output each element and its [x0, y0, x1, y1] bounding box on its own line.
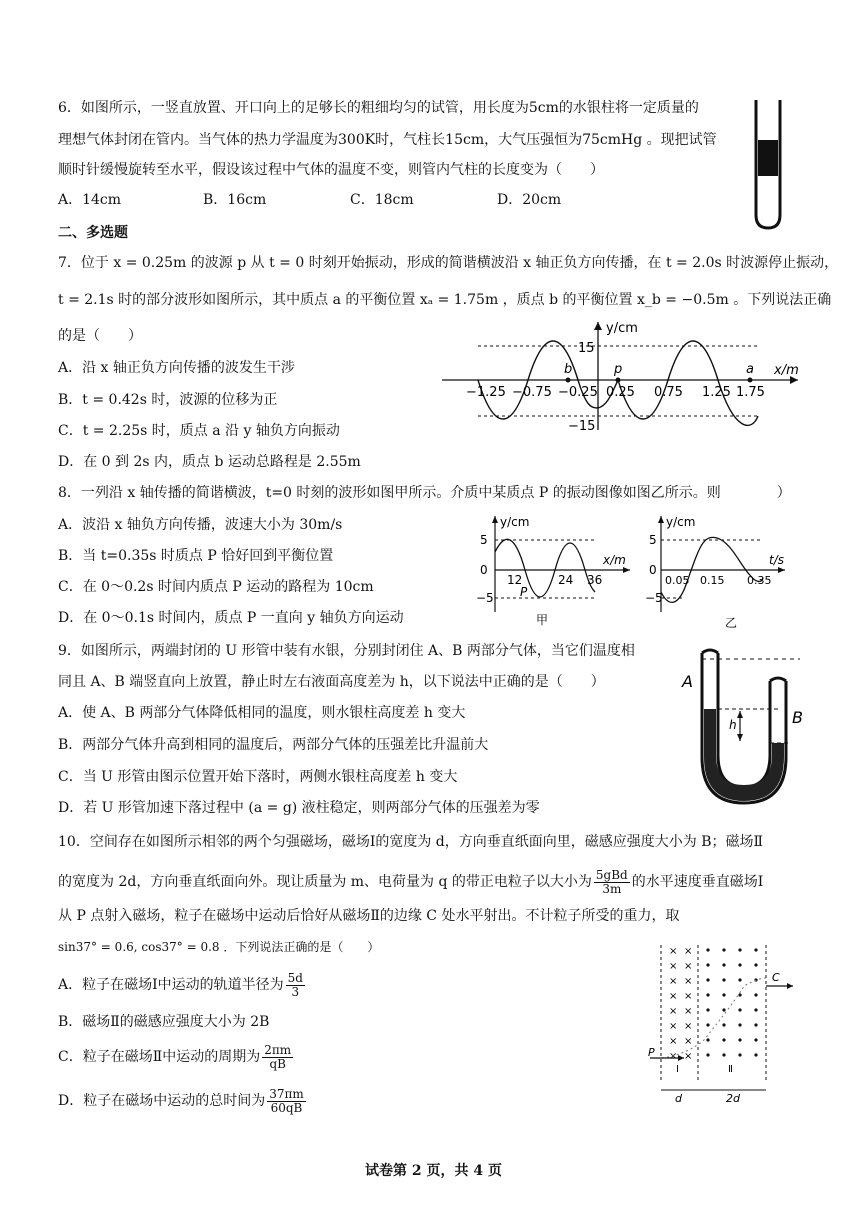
cross-marker: ×	[684, 976, 693, 987]
dot-marker	[706, 948, 709, 951]
q6-stem-line3: 顺时针缓慢旋转至水平，假设该过程中气体的温度不变，则管内气柱的长度变为（ ）	[58, 162, 604, 178]
dot-marker	[738, 963, 741, 966]
q10-speed-fraction	[594, 869, 630, 896]
cross-marker: ×	[669, 991, 678, 1002]
dot-marker	[706, 993, 709, 996]
q7-stem-line1: 7．位于 x = 0.25m 的波源 p 从 t = 0 时刻开始振动，形成的简谐横波沿 x 轴正负方向传播，在 t = 2.0s 时波源停止振动，	[58, 255, 839, 271]
cross-marker: ×	[684, 1021, 693, 1032]
point-b-label: b	[564, 362, 573, 377]
opt-a-num: 5d	[287, 970, 303, 985]
q9-option-b: B．两部分气体升高到相同的温度后，两部分气体的压强差比升温前大	[58, 737, 489, 753]
q10-option-c	[58, 1042, 295, 1072]
dot-marker	[754, 1023, 757, 1026]
wave-right	[598, 341, 758, 425]
cross-marker: ×	[669, 946, 678, 957]
q9-option-d: D．若 U 形管加速下落过程中 (a = g) 液柱稳定，则两部分气体的压强差为零	[58, 800, 540, 816]
dot-marker	[754, 1038, 757, 1041]
opt-c-num: 2πm	[264, 1042, 292, 1057]
q8-graph-jia	[470, 512, 640, 627]
q8-option-b: B．当 t=0.35s 时质点 P 恰好回到平衡位置	[58, 548, 334, 564]
jia-point-p: P	[520, 585, 528, 599]
dot-marker	[738, 1038, 741, 1041]
yi-ylabel: y/cm	[666, 515, 696, 529]
label-c: C	[772, 971, 780, 984]
dot-marker	[738, 993, 741, 996]
page-footer: 试卷第 2 页，共 4 页	[365, 1163, 502, 1179]
dot-marker	[738, 1008, 741, 1011]
q7-stem-line3: 的是（ ）	[58, 328, 142, 344]
q8-stem-line1: 8．一列沿 x 轴传播的简谐横波，t=0 时刻的波形如图甲所示。介质中某质点 P 的振动图像如图乙所示。则 ）	[58, 485, 791, 501]
y-tick-15: 15	[578, 341, 595, 356]
opt-a-den: 3	[291, 984, 300, 999]
mercury-column	[758, 140, 778, 176]
x-tick-1: −1.25	[466, 385, 506, 400]
jia-xtick-12: 12	[507, 573, 523, 587]
q10-stem-line2	[58, 868, 763, 896]
field-region-1-crosses	[669, 946, 692, 1062]
q8-graph-yi	[645, 512, 795, 630]
dot-marker	[706, 1008, 709, 1011]
point-p-label: p	[614, 362, 623, 377]
dot-marker	[706, 1038, 709, 1041]
dot-marker	[738, 978, 741, 981]
q10-option-a-fraction	[286, 972, 305, 999]
jia-ytick-neg5: −5	[476, 591, 494, 605]
x-tick-2: −0.75	[512, 385, 552, 400]
jia-ytick-5: 5	[480, 533, 488, 547]
cross-marker: ×	[684, 961, 693, 972]
dot-marker	[722, 963, 725, 966]
dot-marker	[722, 978, 725, 981]
cross-marker: ×	[669, 961, 678, 972]
jia-xtick-24: 24	[558, 573, 574, 587]
dot-marker	[754, 963, 757, 966]
jia-caption: 甲	[536, 613, 549, 627]
label-b: B	[792, 708, 803, 727]
yi-xtick-015: 0.15	[700, 574, 725, 587]
q7-wave-graph	[438, 318, 808, 438]
yi-caption: 乙	[725, 616, 738, 630]
q7-option-d: D．在 0 到 2s 内，质点 b 运动总路程是 2.55m	[58, 454, 361, 470]
dot-marker	[754, 1053, 757, 1056]
dot-marker	[706, 1053, 709, 1056]
cross-marker: ×	[669, 1021, 678, 1032]
dot-marker	[706, 1023, 709, 1026]
q10-line2-text-a: 的宽度为 2d，方向垂直纸面向外。现让质量为 m、电荷量为 q 的带正电粒子以大小为	[58, 874, 592, 890]
magnetic-field-figure	[648, 940, 798, 1105]
yi-ytick-neg5: −5	[645, 591, 663, 605]
q7-stem-line2: t = 2.1s 时的部分波形如图所示，其中质点 a 的平衡位置 xₐ = 1.75m ，质点 b 的平衡位置 x_b = −0.5m 。下列说法正确	[58, 292, 832, 308]
q10-line2-text-b: 的水平速度垂直磁场Ⅰ	[631, 874, 764, 890]
cross-marker: ×	[669, 1036, 678, 1047]
label-h: h	[729, 718, 737, 732]
y-axis-label: y/cm	[606, 321, 638, 336]
dot-marker	[738, 948, 741, 951]
cross-marker: ×	[684, 1051, 693, 1062]
q10-option-d-text: D．粒子在磁场中运动的总时间为	[58, 1093, 266, 1109]
u-tube-figure	[680, 645, 810, 810]
yi-ytick-0: 0	[649, 563, 657, 577]
jia-ytick-0: 0	[480, 563, 488, 577]
q9-stem-line2: 同且 A、B 端竖直向上放置，静止时左右液面高度差为 h，以下说法中正确的是（ ）	[58, 674, 605, 690]
dot-marker	[754, 948, 757, 951]
cross-marker: ×	[669, 1006, 678, 1017]
jia-ylabel: y/cm	[500, 515, 530, 529]
q6-option-b: B．16cm	[203, 192, 267, 208]
point-a-label: a	[746, 362, 754, 377]
q10-option-a	[58, 970, 307, 1000]
label-region-2: Ⅱ	[728, 1064, 733, 1075]
opt-c-den: qB	[269, 1056, 286, 1071]
dot-marker	[722, 948, 725, 951]
dot-marker	[722, 1023, 725, 1026]
q9-option-c: C．当 U 形管由图示位置开始下落时，两侧水银柱高度差 h 变大	[58, 769, 458, 785]
x-axis-label: x/m	[774, 363, 799, 378]
x-tick-3: −0.25	[558, 385, 598, 400]
mercury	[704, 709, 784, 801]
x-tick-4: 0.25	[606, 385, 635, 400]
label-width-d: d	[675, 1092, 682, 1105]
cross-marker: ×	[684, 946, 693, 957]
q10-option-a-text: A．粒子在磁场Ⅰ中运动的轨道半径为	[58, 977, 284, 993]
jia-xlabel: x/m	[603, 553, 626, 567]
yi-xtick-035: 0.35	[747, 574, 772, 587]
cross-marker: ×	[684, 991, 693, 1002]
dot-marker	[754, 1008, 757, 1011]
q10-option-d-fraction	[267, 1088, 306, 1115]
q6-option-a: A．14cm	[58, 192, 122, 208]
q6-stem-line2: 理想气体封闭在管内。当气体的热力学温度为300K时，气柱长15cm，大气压强恒为75cmHg 。现把试管	[58, 132, 717, 148]
dot-marker	[722, 993, 725, 996]
cross-marker: ×	[669, 1051, 678, 1062]
q6-option-d: D．20cm	[497, 192, 562, 208]
field-region-2-dots	[706, 948, 757, 1056]
dot-marker	[738, 1053, 741, 1056]
q8-option-c: C．在 0～0.2s 时间内质点 P 运动的路程为 10cm	[58, 579, 374, 595]
label-width-2d: 2d	[726, 1092, 740, 1105]
q7-option-c: C．t = 2.25s 时，质点 a 沿 y 轴负方向振动	[58, 423, 340, 439]
label-a: A	[682, 672, 693, 691]
yi-xlabel: t/s	[769, 553, 784, 567]
x-tick-6: 1.25	[702, 385, 731, 400]
label-p: P	[648, 1046, 655, 1059]
q8-option-d: D．在 0～0.1s 时间内，质点 P 一直向 y 轴负方向运动	[58, 610, 404, 626]
section-heading: 二、多选题	[58, 225, 128, 241]
y-tick-neg15: −15	[568, 419, 596, 434]
q10-option-d	[58, 1086, 308, 1116]
q6-stem-line1: 6．如图所示，一竖直放置、开口向上的足够长的粗细均匀的试管，用长度为5cm的水银柱将一定质量的	[58, 100, 699, 116]
dot-marker	[722, 1038, 725, 1041]
q7-option-a: A．沿 x 轴正负方向传播的波发生干涉	[58, 360, 295, 376]
yi-xtick-005: 0.05	[665, 574, 690, 587]
q10-option-b: B．磁场Ⅱ的磁感应强度大小为 2B	[58, 1014, 270, 1030]
q6-option-c: C．18cm	[350, 192, 414, 208]
q8-option-a: A．波沿 x 轴负方向传播，波速大小为 30m/s	[58, 517, 343, 533]
cross-marker: ×	[684, 1006, 693, 1017]
x-tick-5: 0.75	[654, 385, 683, 400]
x-tick-7: 1.75	[736, 385, 765, 400]
test-tube-figure	[748, 100, 788, 235]
opt-d-den: 60qB	[270, 1100, 303, 1115]
opt-d-num: 37πm	[269, 1086, 304, 1101]
q10-stem-line1: 10．空间存在如图所示相邻的两个匀强磁场，磁场Ⅰ的宽度为 d，方向垂直纸面向里，磁感应强度大小为 B；磁场Ⅱ	[58, 834, 764, 850]
q10-option-c-text: C．粒子在磁场Ⅱ中运动的周期为	[58, 1049, 261, 1065]
dot-marker	[754, 993, 757, 996]
dot-marker	[722, 1053, 725, 1056]
label-region-1: Ⅰ	[676, 1064, 679, 1075]
dot-marker	[706, 963, 709, 966]
cross-marker: ×	[684, 1036, 693, 1047]
q10-stem-line3: 从 P 点射入磁场，粒子在磁场中运动后恰好从磁场Ⅱ的边缘 C 处水平射出。不计粒子所受的重力，取	[58, 908, 680, 924]
dot-marker	[738, 1023, 741, 1026]
dot-marker	[706, 978, 709, 981]
q9-option-a: A．使 A、B 两部分气体降低相同的温度，则水银柱高度差 h 变大	[58, 705, 466, 721]
yi-ytick-5: 5	[649, 533, 657, 547]
jia-xtick-36: 36	[587, 573, 603, 587]
speed-frac-num: 5gBd	[595, 867, 628, 882]
q10-option-c-fraction	[262, 1044, 293, 1071]
q9-stem-line1: 9．如图所示，两端封闭的 U 形管中装有水银，分别封闭住 A、B 两部分气体，当它们温度相	[58, 643, 635, 659]
speed-frac-den: 3m	[602, 881, 622, 896]
q10-stem-line4: sin37° = 0.6, cos37° = 0.8 ．下列说法正确的是（ ）	[58, 940, 380, 954]
cross-marker: ×	[669, 976, 678, 987]
q7-option-b: B．t = 0.42s 时，波源的位移为正	[58, 392, 278, 408]
dot-marker	[722, 1008, 725, 1011]
